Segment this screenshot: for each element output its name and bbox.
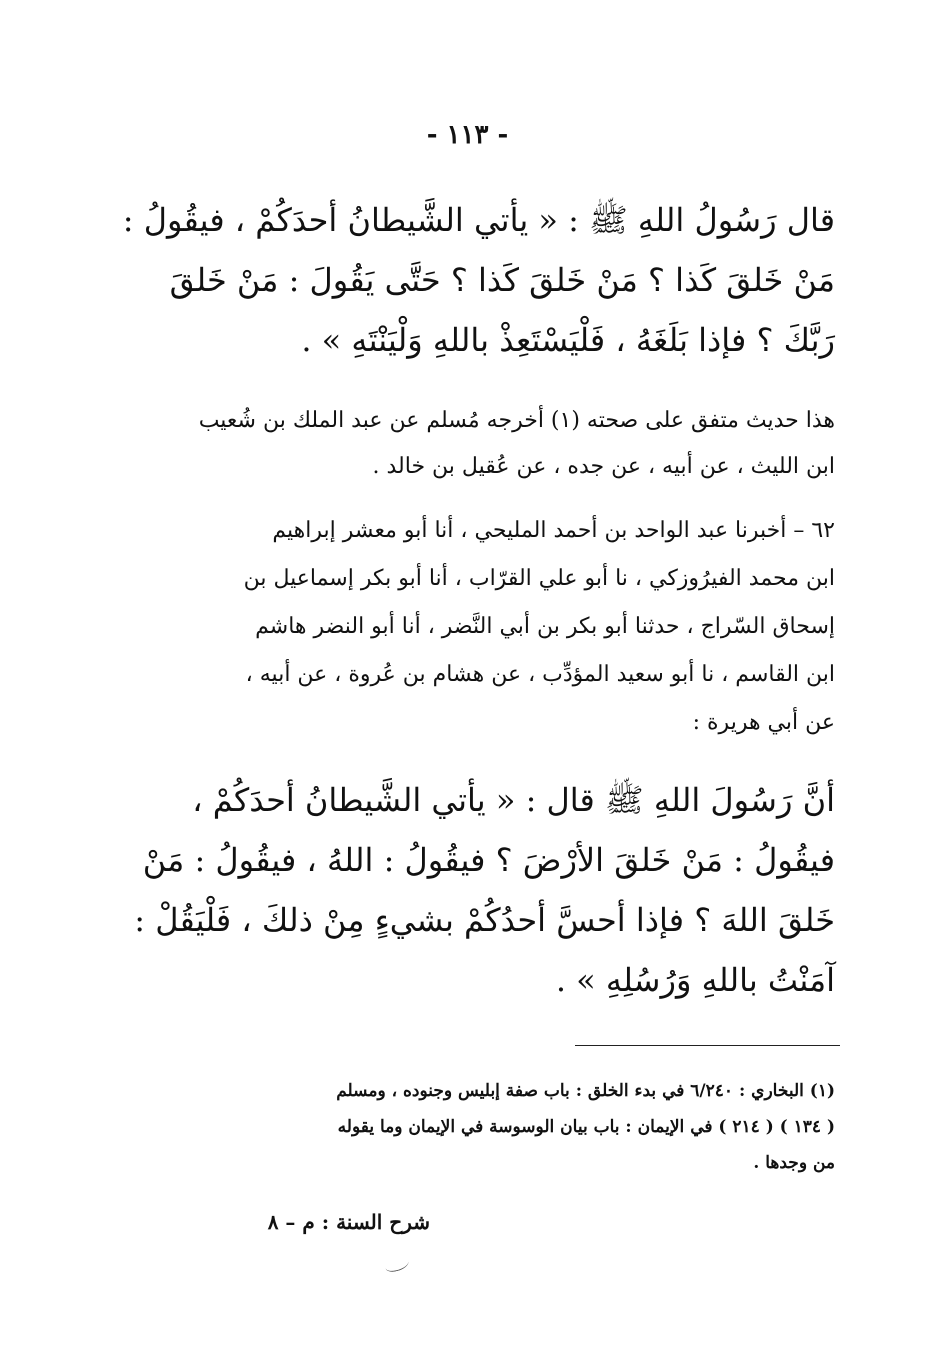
footnote-divider (575, 1045, 840, 1046)
hadith-2-line-2: فيقُولُ : مَنْ خَلقَ الأرْضَ ؟ فيقُولُ : اللهُ ، فيقُولُ : مَنْ (142, 841, 835, 879)
footnote-line-2: ( ١٣٤ ) ( ٢١٤ ) في الإيمان : باب بيان الوسوسة في الإيمان وما يقوله (337, 1117, 835, 1137)
page-number: - ١١٣ - (426, 120, 509, 150)
commentary-paragraph (100, 398, 835, 490)
signature-mark: شرح السنة : م – ٨ (267, 1210, 430, 1234)
isnad-line-5: عن أبي هريرة : (692, 710, 835, 735)
hadith-2-line-4: آمَنْتُ باللهِ وَرُسُلِهِ » . (555, 961, 835, 999)
footnote-line-1: (١) البخاري : ٦/٢٤٠ في بدء الخلق : باب صفة إبليس وجنوده ، ومسلم (336, 1081, 835, 1101)
isnad-line-3: إسحاق السّراج ، حدثنا أبو بكر بن أبي النَّضر ، أنا أبو النضر هاشم (255, 614, 835, 639)
isnad-line-1: ٦٢ – أخبرنا عبد الواحد بن أحمد المليحي ، أنا أبو معشر إبراهيم (272, 518, 835, 543)
footnote (100, 1073, 835, 1181)
hadith-2-line-3: خَلقَ اللهَ ؟ فإذا أحسَّ أحدُكُمْ بشيءٍ مِنْ ذلكَ ، فَلْيَقُلْ : (134, 901, 835, 939)
hadith-text-1 (100, 190, 835, 370)
hadith-1-line-3: رَبَّكَ ؟ فإذا بَلَغَهُ ، فَلْيَسْتَعِذْ باللهِ وَلْيَنْتَهِ » . (301, 321, 835, 359)
commentary-line-1: هذا حديث متفق على صحته (١) أخرجه مُسلم عن عبد الملك بن شُعيب (198, 408, 835, 433)
hadith-1-line-2: مَنْ خَلقَ كَذا ؟ مَنْ خَلقَ كَذا ؟ حَتَّى يَقُولَ : مَنْ خَلقَ (169, 261, 835, 299)
hadith-text-2 (100, 770, 835, 1010)
isnad-line-4: ابن القاسم ، نا أبو سعيد المؤدِّب ، عن هشام بن عُروة ، عن أبيه ، (245, 662, 835, 687)
isnad-paragraph (100, 507, 835, 747)
hadith-2-line-1: أنَّ رَسُولَ اللهِ ﷺ قال : « يأتي الشَّيطانُ أحدَكُمْ ، (192, 781, 835, 819)
ink-mark (384, 1256, 410, 1274)
footnote-line-3: من وجدها . (753, 1153, 835, 1173)
isnad-line-2: ابن محمد الفيرُوزكي ، نا أبو علي القرّاب ، أنا أبو بكر إسماعيل بن (243, 566, 835, 591)
commentary-line-2: ابن الليث ، عن أبيه ، عن جده ، عن عُقيل بن خالد . (372, 454, 835, 479)
hadith-1-line-1: قال رَسُولُ اللهِ ﷺ : « يأتي الشَّيطانُ أحدَكُمْ ، فيقُولُ : (122, 201, 835, 239)
